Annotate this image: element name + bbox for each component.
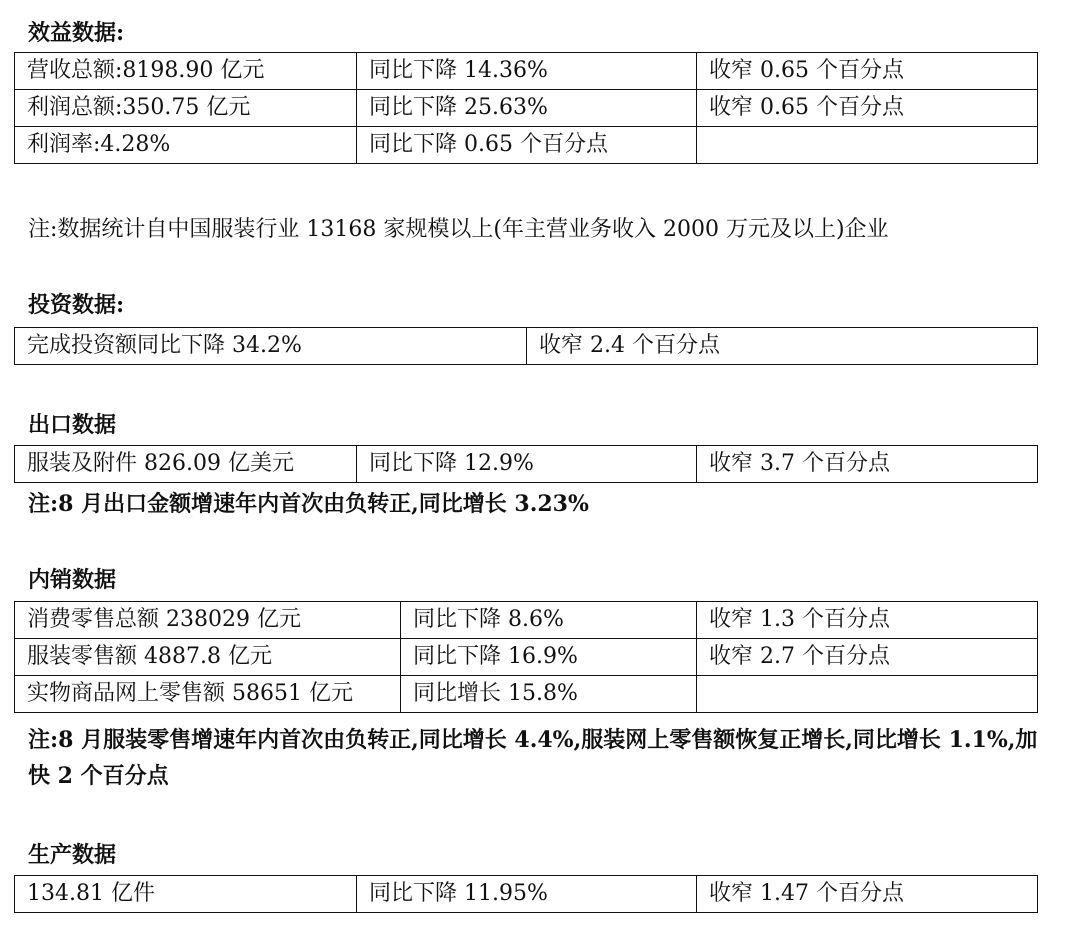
table-cell: 同比下降 25.63% (357, 90, 697, 127)
table-row (15, 639, 1038, 676)
table-cell: 同比下降 0.65 个百分点 (357, 127, 697, 164)
table-cell: 收窄 1.47 个百分点 (697, 876, 1038, 913)
table-row (15, 876, 1038, 913)
table-cell: 同比增长 15.8% (401, 676, 697, 713)
table-cell: 收窄 2.4 个百分点 (527, 328, 1038, 365)
table-row (15, 53, 1038, 90)
table-cell: 消费零售总额 238029 亿元 (15, 602, 401, 639)
benefit-heading: 效益数据: (28, 20, 125, 46)
domestic-table (14, 601, 1038, 713)
table-cell: 同比下降 14.36% (357, 53, 697, 90)
table-row (15, 446, 1038, 483)
domestic-note: 注:8 月服装零售增速年内首次由负转正,同比增长 4.4%,服装网上零售额恢复正增长,同比增长 1.1%,加快 2 个百分点 (28, 727, 1038, 789)
export-note: 注:8 月出口金额增速年内首次由负转正,同比增长 3.23% (28, 491, 589, 517)
table-cell: 同比下降 11.95% (357, 876, 697, 913)
table-row (15, 602, 1038, 639)
domestic-heading: 内销数据 (28, 567, 117, 593)
investment-table (14, 327, 1038, 365)
table-cell: 收窄 2.7 个百分点 (697, 639, 1038, 676)
production-heading: 生产数据 (28, 842, 117, 868)
investment-heading: 投资数据: (28, 292, 125, 318)
export-heading: 出口数据 (28, 412, 117, 438)
table-cell: 服装零售额 4887.8 亿元 (15, 639, 401, 676)
table-cell: 利润率:4.28% (15, 127, 357, 164)
table-cell (697, 127, 1038, 164)
table-cell: 服装及附件 826.09 亿美元 (15, 446, 357, 483)
table-row (15, 90, 1038, 127)
table-cell (697, 676, 1038, 713)
table-cell: 同比下降 16.9% (401, 639, 697, 676)
benefit-note: 注:数据统计自中国服装行业 13168 家规模以上(年主营业务收入 2000 万元及以上)企业 (28, 217, 889, 242)
table-cell: 收窄 0.65 个百分点 (697, 90, 1038, 127)
table-cell: 营收总额:8198.90 亿元 (15, 53, 357, 90)
production-table (14, 875, 1038, 913)
table-cell: 实物商品网上零售额 58651 亿元 (15, 676, 401, 713)
benefit-table (14, 52, 1038, 164)
table-cell: 134.81 亿件 (15, 876, 357, 913)
table-cell: 收窄 3.7 个百分点 (697, 446, 1038, 483)
table-row (15, 127, 1038, 164)
table-cell: 同比下降 8.6% (401, 602, 697, 639)
table-cell: 收窄 1.3 个百分点 (697, 602, 1038, 639)
table-cell: 利润总额:350.75 亿元 (15, 90, 357, 127)
export-table (14, 445, 1038, 483)
table-row (15, 676, 1038, 713)
table-row (15, 328, 1038, 365)
table-cell: 完成投资额同比下降 34.2% (15, 328, 527, 365)
table-cell: 收窄 0.65 个百分点 (697, 53, 1038, 90)
table-cell: 同比下降 12.9% (357, 446, 697, 483)
